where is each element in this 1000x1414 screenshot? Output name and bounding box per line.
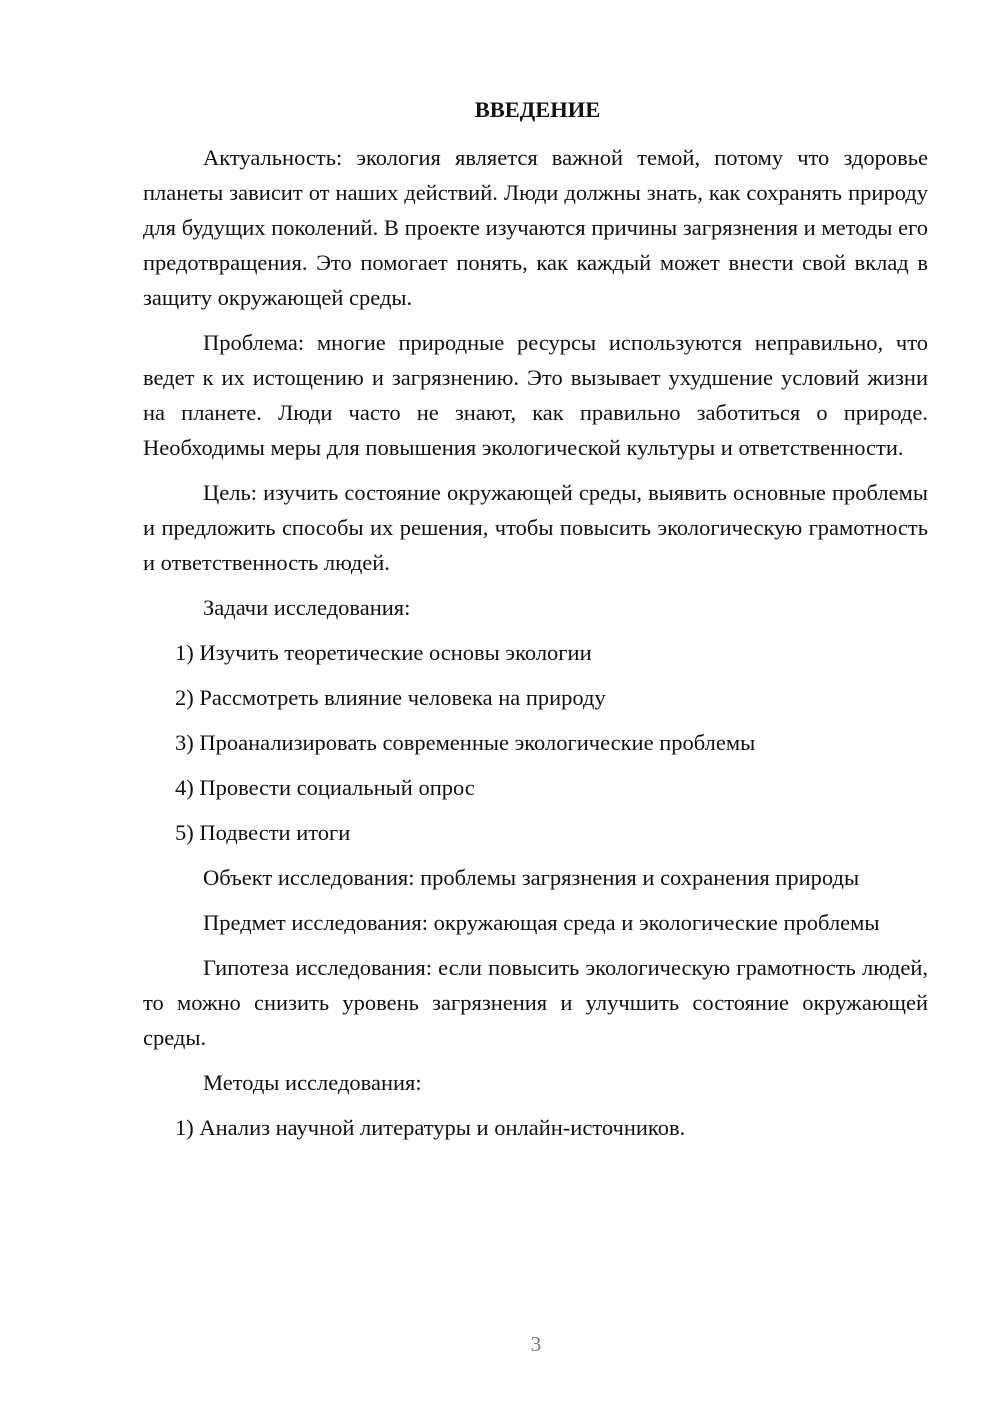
subject-paragraph: Предмет исследования: окружающая среда и экологические проблемы [203, 910, 880, 935]
task-item: 5) Подвести итоги [175, 820, 351, 845]
page-content [143, 92, 928, 1155]
task-item: 4) Провести социальный опрос [175, 775, 475, 800]
task-item: 1) Изучить теоретические основы экологии [175, 640, 592, 665]
page-number: 3 [530, 1332, 542, 1356]
problem-paragraph: Проблема: многие природные ресурсы используются неправильно, что ведет к их истощению и загрязнению. Это вызывает ухудшение условий жизни на планете. Люди часто не знают, как правильно заботиться о природе. Необходимы меры для повышения экологической культуры и ответственности. [143, 330, 928, 460]
relevance-paragraph: Актуальность: экология является важной темой, потому что здоровье планеты зависит от наших действий. Люди должны знать, как сохранять природу для будущих поколений. В проекте изучаются причины загрязнения и методы его предотвращения. Это помогает понять, как каждый может внести свой вклад в защиту окружающей среды. [143, 145, 928, 310]
object-paragraph: Объект исследования: проблемы загрязнения и сохранения природы [203, 865, 860, 890]
tasks-list [143, 635, 928, 850]
task-item: 2) Рассмотреть влияние человека на природу [175, 685, 606, 710]
section-heading: ВВЕДЕНИЕ [474, 97, 601, 122]
method-item: 1) Анализ научной литературы и онлайн-источников. [175, 1115, 686, 1140]
task-item: 3) Проанализировать современные экологические проблемы [175, 730, 756, 755]
tasks-label: Задачи исследования: [203, 595, 411, 620]
goal-paragraph: Цель: изучить состояние окружающей среды, выявить основные проблемы и предложить способы их решения, чтобы повысить экологическую грамотность и ответственность людей. [143, 480, 928, 575]
methods-list [143, 1110, 928, 1145]
hypothesis-paragraph: Гипотеза исследования: если повысить экологическую грамотность людей, то можно снизить уровень загрязнения и улучшить состояние окружающей среды. [143, 955, 928, 1050]
methods-label: Методы исследования: [203, 1070, 422, 1095]
